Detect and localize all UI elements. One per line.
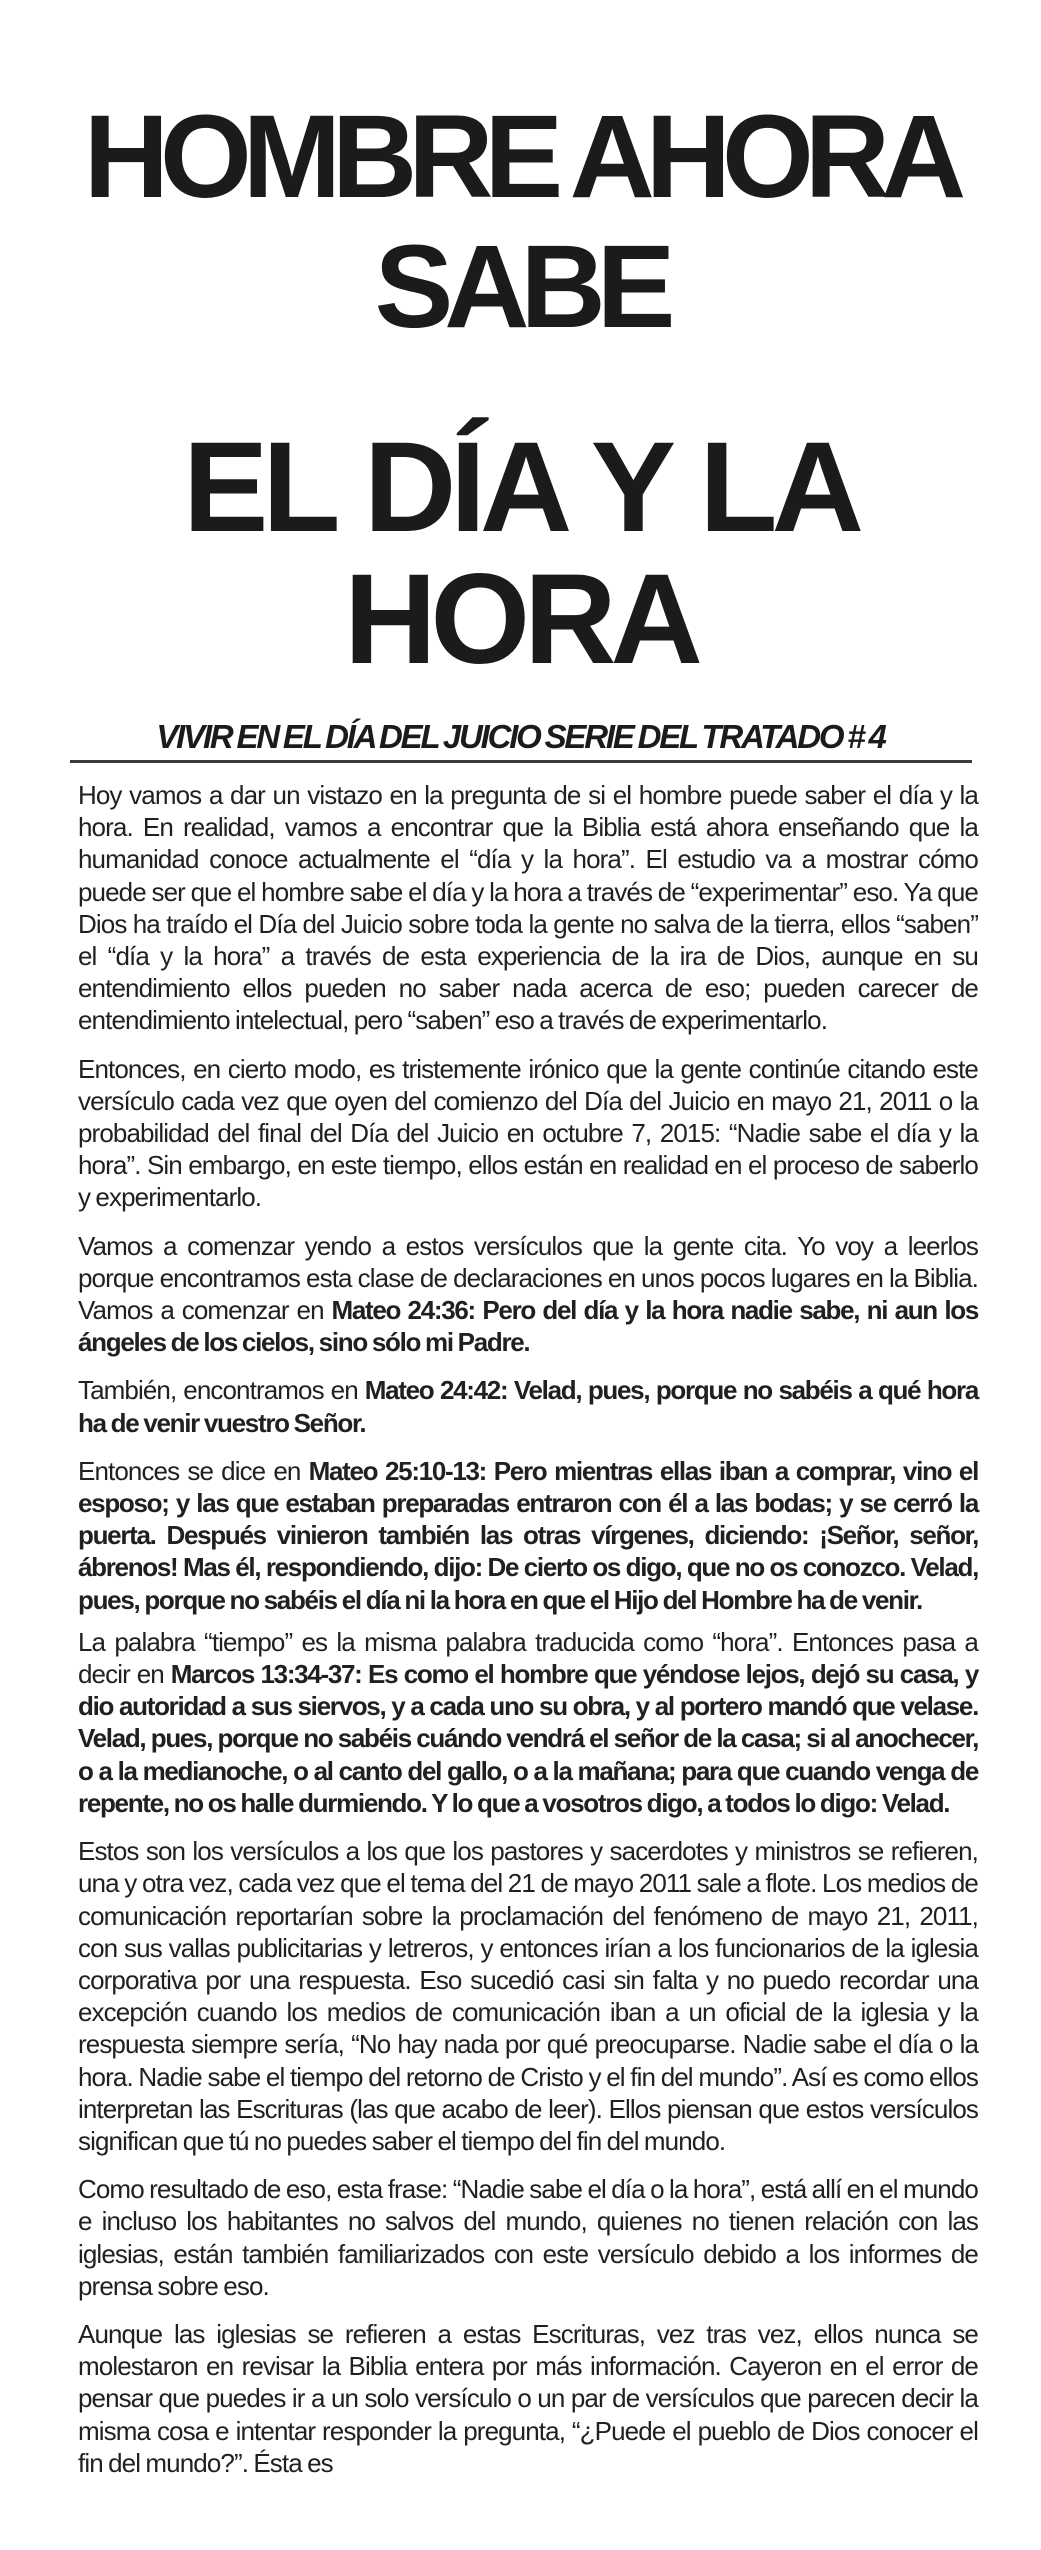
paragraph-mateo-24-36 [78,1230,978,1359]
paragraph-text: La palabra “tiempo” es la misma palabra traducida como “hora”. Entonces pasa a decir en [78,1626,978,1690]
headline-line-1: HOMBRE AHORA SABE [83,91,958,353]
article-body [78,779,978,2479]
paragraph-text: Entonces se dice en [78,1455,309,1486]
paragraph-text: Estos son los versículos a los que los pastores y sacerdotes y ministros se refieren, una y otra vez, cada vez que el tema del 21 de mayo 2011 sale a flote. Los medios de comunicación reportarían sobre la proclamación del fenómeno de mayo 21, 2011, con sus vallas publicitarias y letreros, y entonces irían a los funcionarios de la iglesia corporativa por una respuesta. Eso sucedió casi sin falta y no puedo recordar una excepción cuando los medios de comunicación iban a un oficial de la iglesia y la respuesta siempre sería, “No hay nada por qué preocuparse. Nadie sabe el día o la hora. Nadie sabe el tiempo del retorno de Cristo y el fin del mundo”. Así es como ellos interpretan las Escrituras (las que acabo de leer). Ellos piensan que estos versículos significan que tú no puedes saber el tiempo del fin del mundo. [78,1836,978,2156]
headline-line-2: EL DÍA Y LA HORA [183,416,858,691]
paragraph-intro [78,779,978,1037]
scripture-quote: Mateo 25:10-13: Pero mientras ellas iban a comprar, vino el esposo; y las que estaban preparadas entraron con él a las bodas; y se cerró la puerta. Después vinieron también las otras vírgenes, diciendo: ¡Señor, señor, ábrenos! Mas él, respondiendo, dijo: De cierto os digo, que no os conozco. Velad, pues, porque no sabéis el día ni la hora en que el Hijo del Hombre ha de venir. [78,1455,978,1615]
paragraph-result [78,2173,978,2302]
scripture-quote: Marcos 13:34-37: Es como el hombre que yéndose lejos, dejó su casa, y dio autoridad a sus siervos, y a cada uno su obra, y al portero mandó que velase. Velad, pues, porque no sabéis cuándo vendrá el señor de la casa; si al anochecer, o a la medianoche, o al canto del gallo, o a la mañana; para que cuando venga de repente, no os halle durmiendo. Y lo que a vosotros digo, a todos lo digo: Velad. [78,1659,979,1818]
paragraph-mateo-25-10-13 [78,1455,978,1616]
series-subtitle: VIVIR EN EL DÍA DEL JUICIO SERIE DEL TRATADO # 4 [70,716,972,763]
paragraph-text: Entonces, en cierto modo, es tristemente irónico que la gente continúe citando este versículo cada vez que oyen del comienzo del Día del Juicio en mayo 21, 2011 o la probabilidad del final del Día del Juicio en octubre 7, 2015: “Nadie sabe el día y la hora”. Sin embargo, en este tiempo, ellos están en realidad en el proceso de saberlo y experimentarlo. [78,1053,978,1213]
paragraph-churches [78,2318,978,2479]
paragraph-marcos-13-34-37 [78,1626,978,1819]
scripture-quote: Mateo 24:36: Pero del día y la hora nadie sabe, ni aun los ángeles de los cielos, sino sólo mi Padre. [78,1295,978,1358]
paragraph-text: También, encontramos en [78,1375,365,1406]
paragraph-text: Aunque las iglesias se refieren a estas Escrituras, vez tras vez, ellos nunca se molestaron en revisar la Biblia entera por más información. Cayeron en el error de pensar que puedes ir a un solo versículo o un par de versículos que parecen decir la misma cosa e intentar responder la pregunta, “¿Puede el pueblo de Dios conocer el fin del mundo?”. Ésta es [78,2318,978,2478]
paragraph-ironic [78,1053,978,1214]
scripture-quote: Mateo 24:42: Velad, pues, porque no sabéis a qué hora ha de venir vuestro Señor. [78,1375,978,1438]
paragraph-text: Hoy vamos a dar un vistazo en la pregunta de si el hombre puede saber el día y la hora. En realidad, vamos a encontrar que la Biblia está ahora enseñando que la humanidad conoce actualmente el “día y la hora”. El estudio va a mostrar cómo puede ser que el hombre sabe el día y la hora a través de “experimentar” eso. Ya que Dios ha traído el Día del Juicio sobre toda la gente no salva de la tierra, ellos “saben” el “día y la hora” a través de esta experiencia de la ira de Dios, aunque en su entendimiento ellos pueden no saber nada acerca de eso; pueden carecer de entendimiento intelectual, pero “saben” eso a través de experimentarlo. [78,780,978,1036]
paragraph-text: Vamos a comenzar yendo a estos versículos que la gente cita. Yo voy a leerlos porque encontramos esta clase de declaraciones en unos pocos lugares en la Biblia. Vamos a comenzar en [78,1230,978,1326]
paragraph-mateo-24-42 [78,1374,978,1438]
paragraph-pastors [78,1835,978,2157]
paragraph-text: Como resultado de eso, esta frase: “Nadie sabe el día o la hora”, está allí en el mundo e incluso los habitantes no salvos del mundo, quienes no tienen relación con las iglesias, están también familiarizados con este versículo debido a los informes de prensa sobre eso. [78,2174,978,2301]
